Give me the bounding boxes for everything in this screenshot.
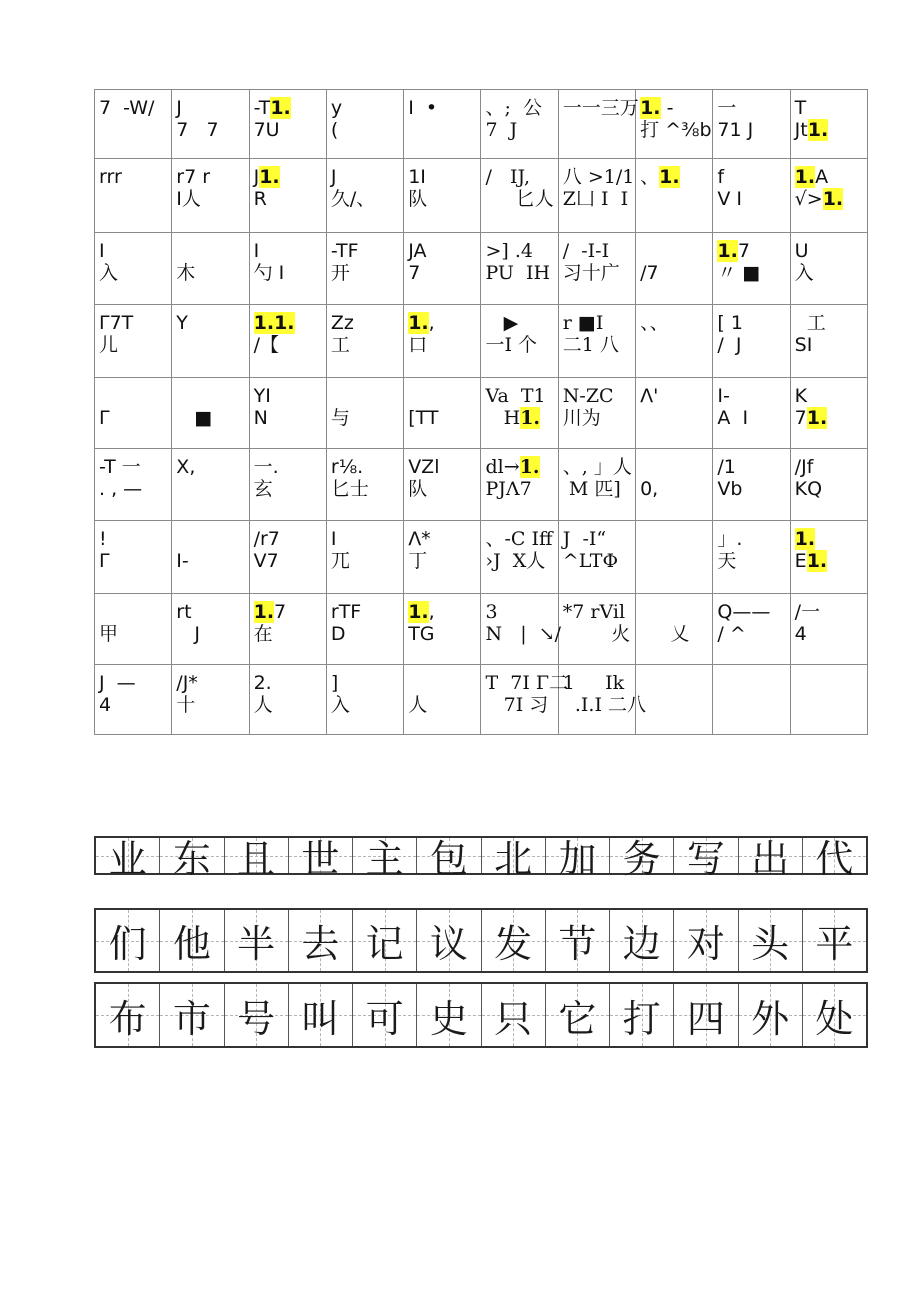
highlight-mark: 1. (717, 240, 738, 262)
cell-text: / IJ, 匕人 (485, 166, 554, 210)
cell-text: JA 7 (408, 240, 427, 284)
cell-text: 一. 玄 (253, 456, 279, 500)
practice-character: 业 (108, 837, 147, 881)
highlight-mark: 1. (274, 312, 295, 334)
grid-row (95, 378, 868, 449)
cell-text: 1.A √>1. (794, 166, 844, 210)
cell-text: 1. E1. (794, 528, 828, 572)
grid-cell (95, 449, 172, 521)
cell-text: 」. 天 (717, 528, 743, 572)
grid-cell (481, 233, 558, 305)
cell-text: /r7 V7 (253, 528, 280, 572)
practice-character: 半 (237, 922, 276, 966)
grid-cell (481, 305, 558, 378)
practice-cell (739, 837, 803, 881)
cell-text: T Jt1. (794, 97, 829, 141)
cell-text: >] .4 PU IH (485, 240, 551, 284)
practice-cell (739, 910, 803, 971)
practice-character: 务 (622, 837, 661, 881)
cell-text: Γ7T 儿 (99, 312, 134, 356)
cell-text: /Jf KQ (794, 456, 823, 500)
practice-cell (225, 984, 289, 1046)
grid-cell (95, 90, 172, 159)
cell-text: ] 入 (330, 672, 350, 716)
cell-text: Λ' (640, 385, 659, 407)
practice-cell (160, 984, 224, 1046)
practice-cell (289, 837, 353, 881)
practice-character: 发 (494, 922, 533, 966)
grid-cell (95, 233, 172, 305)
practice-cell (803, 837, 866, 881)
grid-cell (95, 159, 172, 233)
grid-cell (172, 305, 249, 378)
cell-text: T 7I Γ二 7I 习 (485, 672, 569, 716)
practice-character: 只 (494, 996, 533, 1041)
cell-text: 1., 口 (408, 312, 435, 356)
cell-text (640, 673, 709, 730)
cell-text: 3 N | ↘/ (485, 601, 562, 645)
practice-cell (739, 984, 803, 1046)
practice-cell (353, 984, 417, 1046)
highlight-mark: 1. (519, 456, 540, 478)
highlight-mark: 1. (794, 166, 816, 188)
cell-text: Γ (99, 406, 110, 429)
practice-cell (417, 910, 481, 971)
highlight-mark: 1. (806, 406, 828, 429)
highlight-mark: 1. (807, 118, 829, 141)
grid-row (95, 90, 868, 159)
grid-cell (95, 378, 172, 449)
grid-cell (481, 90, 558, 159)
character-table-grid (94, 89, 868, 735)
cell-text: Q—— / ^ (717, 601, 771, 645)
cell-text: 乂 (670, 622, 690, 645)
grid-cell (790, 449, 867, 521)
practice-cell (482, 837, 546, 881)
highlight-mark: 1. (806, 549, 828, 572)
cell-text: 人 (408, 693, 428, 716)
grid-cell (95, 305, 172, 378)
grid-cell (481, 159, 558, 233)
grid-cell (713, 90, 790, 159)
practice-character: 北 (494, 837, 533, 881)
grid-cell (790, 521, 867, 594)
grid-cell (481, 594, 562, 665)
cell-text: 、-C Iff ›J X人 (485, 528, 553, 572)
practice-cell (674, 984, 738, 1046)
cell-text: *7 rVil 火 (562, 601, 631, 645)
grid-cell (713, 378, 790, 449)
grid-cell (790, 90, 867, 159)
cell-text: 1., TG (408, 601, 435, 645)
cell-text: 一 71 J (717, 97, 754, 141)
practice-row-2 (94, 908, 868, 973)
cell-text: J — 4 (99, 672, 136, 716)
cell-text: 2. 人 (253, 672, 273, 716)
practice-character: 它 (558, 996, 597, 1041)
highlight-mark: 1. (253, 312, 275, 334)
cell-text: Zz 工 (330, 312, 354, 356)
practice-cell (96, 984, 160, 1046)
practice-row-3 (94, 982, 868, 1048)
practice-character: 布 (108, 996, 147, 1041)
practice-character: 头 (751, 922, 790, 966)
grid-cell (326, 159, 403, 233)
grid-cell (404, 449, 481, 521)
cell-text: 、; 公 7 J (485, 97, 542, 141)
grid-cell (558, 665, 646, 735)
highlight-mark: 1. (640, 97, 661, 119)
grid-cell (249, 305, 326, 378)
practice-cell (353, 910, 417, 971)
grid-cell (249, 521, 326, 594)
grid-cell (404, 90, 481, 159)
cell-text: 、, 」人 M 匹] (562, 456, 632, 500)
grid-cell (404, 665, 481, 735)
cell-text: 木 (176, 261, 196, 284)
grid-cell (249, 159, 326, 233)
cell-text: N-ZC 川为 (562, 385, 614, 429)
practice-character: 们 (108, 922, 147, 966)
practice-character: 对 (686, 922, 725, 966)
grid-cell (326, 521, 403, 594)
cell-text: Va T1 H1. (485, 385, 546, 429)
highlight-mark: 1. (270, 97, 291, 119)
cell-text: I 入 (99, 240, 119, 284)
grid-cell (249, 665, 326, 735)
cell-text: J 7 7 (176, 97, 219, 141)
cell-text: -T1. 7U (253, 97, 291, 141)
grid-cell (95, 594, 172, 665)
grid-cell (713, 594, 790, 665)
cell-text: ▶ 一I 个 (485, 312, 538, 356)
cell-text: -T 一 . , — (99, 456, 143, 500)
grid-cell (713, 449, 790, 521)
practice-character: 议 (429, 922, 468, 966)
grid-cell (404, 594, 481, 665)
grid-cell (790, 305, 867, 378)
cell-text: -TF 开 (330, 240, 359, 284)
grid-cell (404, 233, 481, 305)
practice-cell (225, 837, 289, 881)
cell-text: 、1. (640, 166, 680, 188)
practice-character: 平 (815, 922, 854, 966)
cell-text: I • (408, 97, 438, 119)
grid-cell (326, 665, 403, 735)
grid-cell (172, 521, 249, 594)
practice-character: 记 (365, 922, 404, 966)
grid-cell (172, 159, 249, 233)
highlight-mark: 1. (408, 312, 429, 334)
cell-text: 7 -W/ (99, 97, 155, 119)
grid-cell (790, 233, 867, 305)
practice-character: 四 (686, 996, 725, 1041)
practice-cell (96, 837, 160, 881)
grid-cell (172, 594, 249, 665)
practice-character: 外 (751, 996, 790, 1041)
grid-cell (95, 521, 172, 594)
grid-cell (326, 378, 403, 449)
grid-cell (558, 90, 639, 159)
cell-text (795, 673, 864, 730)
highlight-mark: 1. (794, 528, 816, 550)
practice-character: 可 (365, 996, 404, 1041)
practice-character: 叫 (301, 996, 340, 1041)
cell-text: ! Γ (99, 528, 110, 572)
grid-cell (326, 594, 403, 665)
cell-text: f V I (717, 166, 743, 210)
grid-cell (249, 449, 326, 521)
grid-cell (172, 449, 249, 521)
cell-text: 、、 (640, 312, 669, 334)
cell-text: rt J (176, 601, 201, 645)
grid-cell (636, 665, 713, 735)
highlight-mark: 1. (822, 187, 844, 210)
grid-cell (249, 594, 326, 665)
cell-text: [TT (408, 406, 439, 429)
cell-text: 1.7 在 (253, 601, 287, 645)
cell-text: y ( (330, 97, 343, 141)
grid-cell (404, 521, 481, 594)
grid-cell (636, 233, 713, 305)
grid-row (95, 305, 868, 378)
grid-cell (713, 521, 790, 594)
highlight-mark: 1. (520, 406, 541, 429)
grid-cell (790, 378, 867, 449)
practice-character: 加 (558, 837, 597, 881)
practice-cell (610, 984, 674, 1046)
grid-cell (636, 594, 713, 665)
grid-cell (558, 378, 635, 449)
cell-text: J 久/、 (330, 166, 376, 210)
practice-character: 处 (815, 996, 854, 1041)
practice-cell (417, 837, 481, 881)
cell-text: U 入 (794, 240, 814, 284)
cell-text: /1 Vb (717, 456, 743, 500)
practice-cell (417, 984, 481, 1046)
grid-cell (636, 449, 713, 521)
grid-cell (172, 378, 249, 449)
cell-text: 0, (640, 477, 659, 500)
cell-text: 1I 队 (408, 166, 428, 210)
grid-cell (481, 378, 558, 449)
cell-text: 一一三万 (562, 97, 639, 119)
practice-character: 包 (429, 837, 468, 881)
practice-character: 节 (558, 922, 597, 966)
cell-text: 1.1. /【 (253, 312, 295, 356)
cell-text: / -I-I 习十广 (562, 240, 620, 284)
highlight-mark: 1. (253, 601, 275, 623)
cell-text: /7 (640, 261, 659, 284)
grid-cell (326, 90, 403, 159)
grid-cell (404, 378, 481, 449)
grid-cell (404, 159, 481, 233)
cell-text: J1. R (253, 166, 280, 210)
practice-cell (546, 984, 610, 1046)
grid-row (95, 159, 868, 233)
highlight-mark: 1. (408, 601, 429, 623)
cell-text: dl→1. PJΛ7 (485, 456, 540, 500)
cell-text: ■ (194, 406, 213, 429)
practice-cell (803, 984, 866, 1046)
grid-cell (404, 305, 481, 378)
grid-cell (481, 665, 569, 735)
grid-cell (790, 665, 867, 735)
cell-text: I- (176, 549, 189, 572)
grid-cell (790, 594, 867, 665)
grid-cell (558, 449, 635, 521)
practice-cell (289, 984, 353, 1046)
practice-character: 代 (815, 837, 854, 881)
cell-text: rrr (99, 166, 122, 188)
practice-character: 号 (237, 996, 276, 1041)
cell-text: K 71. (794, 385, 828, 429)
practice-character: 且 (237, 837, 276, 881)
grid-cell (249, 378, 326, 449)
grid-cell (636, 378, 713, 449)
grid-cell (249, 233, 326, 305)
grid-cell (558, 521, 635, 594)
grid-cell (713, 233, 790, 305)
practice-cell (546, 837, 610, 881)
cell-text: 八 >1/1 Z凵 I I (562, 166, 635, 210)
cell-text: 1 Ik .I.I 二八 (562, 672, 646, 716)
cell-text (717, 673, 786, 730)
grid-cell (558, 305, 635, 378)
grid-cell (790, 159, 867, 233)
cell-text: 甲 (99, 622, 119, 645)
grid-cell (558, 233, 635, 305)
highlight-mark: 1. (659, 166, 680, 188)
cell-text: 1. - 打 ^⅜b (640, 97, 712, 141)
cell-text: I 兀 (330, 528, 350, 572)
grid-cell (636, 90, 713, 159)
cell-text: J -I“ ^LTΦ (562, 528, 619, 572)
grid-row (95, 449, 868, 521)
grid-cell (172, 665, 249, 735)
practice-cell (803, 910, 866, 971)
cell-text: r ■I 二1 八 (562, 312, 619, 356)
grid-cell (558, 594, 635, 665)
grid-row (95, 665, 868, 735)
practice-cell (96, 910, 160, 971)
grid-cell (326, 233, 403, 305)
grid-cell (172, 90, 249, 159)
practice-cell (674, 837, 738, 881)
cell-text: Λ* 丁 (408, 528, 431, 572)
cell-text: I 勺 I (253, 240, 285, 284)
cell-text: X, (176, 456, 196, 478)
grid-row (95, 233, 868, 305)
practice-cell (353, 837, 417, 881)
grid-cell (713, 159, 790, 233)
practice-cell (546, 910, 610, 971)
grid-cell (636, 159, 713, 233)
practice-character: 出 (751, 837, 790, 881)
cell-text: /J* 十 (176, 672, 198, 716)
cell-text: 与 (330, 406, 350, 429)
cell-text: Y (176, 312, 188, 334)
cell-text: [ 1 / J (717, 312, 743, 356)
grid-cell (481, 521, 558, 594)
practice-character: 打 (622, 996, 661, 1041)
practice-row-1 (94, 836, 868, 881)
practice-character: 主 (365, 837, 404, 881)
highlight-mark: 1. (259, 166, 280, 188)
practice-cell (289, 910, 353, 971)
cell-text: 工 SI (794, 312, 826, 356)
practice-character: 世 (301, 837, 340, 881)
grid-cell (249, 90, 326, 159)
grid-cell (481, 449, 558, 521)
cell-text: r⅛. 匕士 (330, 456, 369, 500)
practice-cell (482, 910, 546, 971)
grid-cell (636, 521, 713, 594)
practice-cell (160, 910, 224, 971)
cell-text: I- A I (717, 385, 749, 429)
practice-cell (160, 837, 224, 881)
practice-character: 边 (622, 922, 661, 966)
grid-row (95, 594, 868, 665)
practice-cell (674, 910, 738, 971)
grid-cell (95, 665, 172, 735)
grid-cell (326, 305, 403, 378)
practice-character: 东 (172, 837, 211, 881)
cell-text: 1.7 〃 ■ (717, 240, 761, 284)
practice-character: 市 (172, 996, 211, 1041)
practice-cell (610, 837, 674, 881)
practice-cell (225, 910, 289, 971)
grid-cell (558, 159, 635, 233)
grid-row (95, 521, 868, 594)
practice-character: 他 (172, 922, 211, 966)
cell-text: /一 4 (794, 601, 821, 645)
cell-text: YI N (253, 385, 271, 429)
grid-cell (326, 449, 403, 521)
practice-cell (610, 910, 674, 971)
practice-character: 去 (301, 922, 340, 966)
practice-character: 史 (429, 996, 468, 1041)
practice-cell (482, 984, 546, 1046)
cell-text: rTF D (330, 601, 362, 645)
cell-text: r7 r I人 (176, 166, 211, 210)
grid-cell (172, 233, 249, 305)
grid-cell (713, 665, 790, 735)
cell-text (640, 529, 709, 589)
grid-cell (636, 305, 713, 378)
cell-text: VZl 队 (408, 456, 440, 500)
grid-cell (713, 305, 790, 378)
practice-character: 写 (686, 837, 725, 881)
